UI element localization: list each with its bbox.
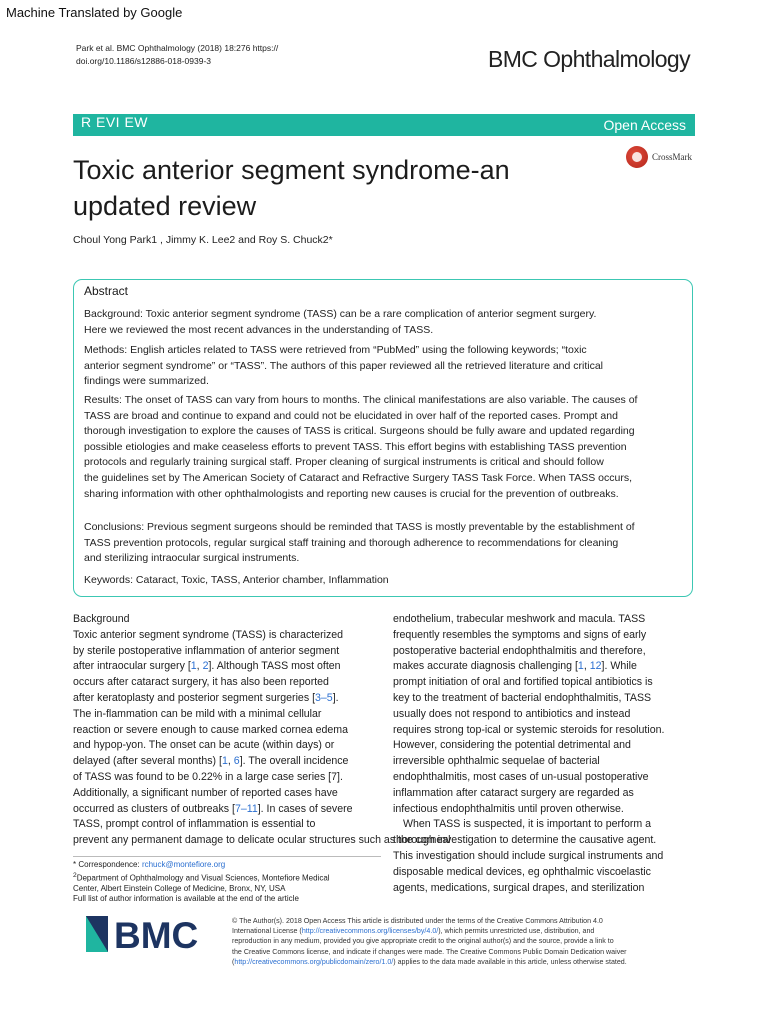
body-text: This investigation should include surgical instruments and <box>393 849 664 862</box>
body-text-line <box>393 881 693 897</box>
body-text-line <box>73 691 385 707</box>
body-text: endothelium, trabecular meshwork and macula. TASS <box>393 613 646 625</box>
body-text: TASS, prompt control of inflammation is essential to <box>73 818 316 831</box>
reference-link[interactable]: 6 <box>233 755 240 768</box>
license-text: ( <box>232 957 235 966</box>
abstract-background <box>84 307 684 338</box>
body-text: , <box>583 660 590 673</box>
body-text: postoperative bacterial endophthalmitis and therefore, <box>393 644 646 657</box>
citation-doi[interactable]: doi.org/10.1186/s12886-018-0939-3 <box>76 56 212 66</box>
body-text: endophthalmitis, most cases of un-usual postoperative <box>393 770 649 783</box>
journal-name: BMC Ophthalmology <box>488 46 690 72</box>
affiliation-text-2: Center, Albert Einstein College of Medicine, Bronx, NY, USA <box>73 883 286 893</box>
license-text: ) applies to the data made available in this article, unless otherwise stated. <box>393 957 627 966</box>
reference-link[interactable]: 1 <box>221 755 228 768</box>
body-text: after keratoplasty and posterior segment surgeries [ <box>73 691 316 704</box>
affiliation-text: Department of Ophthalmology and Visual Sciences, Montefiore Medical <box>76 873 330 883</box>
abstract-line: the guidelines set by The American Society of Cataract and Refractive Surgery TASS Task Force. When TASS occurs, <box>84 471 633 484</box>
body-text-line <box>393 723 693 739</box>
body-text: Additionally, a significant number of reported cases have <box>73 786 338 799</box>
abstract-line: TASS are broad and continue to expand and could not be elucidated in over half of the reported cases. Prompt and <box>84 409 618 422</box>
body-text: usually does not respond to antibiotics and instead <box>393 707 631 720</box>
abstract-line: Here we reviewed the most recent advances in the understanding of TASS. <box>84 323 434 336</box>
open-access-label: Open Access <box>603 117 686 133</box>
article-type-label: R EVI EW <box>81 114 149 130</box>
footnote-divider <box>73 856 381 857</box>
body-text-line <box>73 738 385 754</box>
right-column-text <box>393 612 693 896</box>
abstract-line: thorough investigation to explore the causes of TASS is critical. Surgeons should be fully aware and updated regarding <box>84 425 635 438</box>
bmc-logo-text: BMC <box>114 915 199 954</box>
body-text: prompt initiation of oral and fortified topical antibiotics is <box>393 676 653 689</box>
cc0-waiver-link[interactable]: http://creativecommons.org/publicdomain/zero/1.0/ <box>234 957 394 966</box>
reference-link[interactable]: 7–11 <box>234 802 258 815</box>
body-text: makes accurate diagnosis challenging [ <box>393 660 578 673</box>
body-text-line <box>393 628 693 644</box>
body-text: The in-flammation can be mild with a minimal cellular <box>73 707 322 720</box>
body-text: and hypop-yon. The onset can be acute (within days) or <box>73 739 335 752</box>
reference-link[interactable]: 3–5 <box>315 691 333 704</box>
body-text-line <box>73 628 385 644</box>
citation-block <box>76 42 278 68</box>
right-column <box>393 612 693 896</box>
body-text-line <box>73 833 451 849</box>
body-text: requires strong top-ical or systemic steroids for resolution. <box>393 723 665 736</box>
body-text: , <box>196 660 203 673</box>
body-text-line <box>393 833 693 849</box>
body-text: key to the treatment of bacterial endophthalmitis, TASS <box>393 691 652 704</box>
body-text-line <box>393 754 693 770</box>
crossmark-label: CrossMark <box>652 152 692 162</box>
body-text-line <box>393 786 693 802</box>
abstract-line: Methods: English articles related to TASS were retrieved from “PubMed” using the following keywords; “toxic <box>84 344 587 356</box>
body-text-line <box>73 802 385 818</box>
body-text: When TASS is suspected, it is important to perform a <box>403 818 652 831</box>
correspondence-email-link[interactable]: rchuck@montefiore.org <box>141 860 226 869</box>
body-text: occurs after cataract surgery, it has also been reported <box>73 676 329 689</box>
body-text: ]. <box>332 691 339 704</box>
license-line: © The Author(s). 2018 Open Access This article is distributed under the terms of the Creative Commons Attribution 4.0 <box>232 917 603 925</box>
body-text-line <box>393 675 693 691</box>
body-text: Toxic anterior segment syndrome (TASS) is characterized <box>73 628 344 641</box>
body-text: ]. In cases of severe <box>257 802 353 815</box>
article-title <box>73 152 603 224</box>
body-text: delayed (after several months) [ <box>73 755 222 768</box>
abstract-line: protocols and regularly training surgical staff. Proper cleaning of surgical instruments is critical and should follow <box>84 456 604 469</box>
body-text-line <box>393 770 693 786</box>
correspondence-label: * Correspondence: <box>73 860 142 869</box>
body-text: reaction or severe enough to cause marked cornea edema <box>73 723 349 736</box>
correspondence-line <box>73 860 330 871</box>
body-text: infectious endophthalmitis until proven otherwise. <box>393 802 624 815</box>
section-heading-background: Background <box>73 613 130 625</box>
machine-translated-banner: Machine Translated by Google <box>6 5 183 20</box>
license-line <box>232 926 692 936</box>
abstract-methods <box>84 343 684 390</box>
body-text: after intraocular surgery [ <box>73 660 191 673</box>
affiliation-marker: 2 <box>73 871 77 879</box>
body-text: prevent any permanent damage to delicate ocular structures such as the corneal <box>73 834 451 847</box>
body-text-line <box>73 754 385 770</box>
reference-link[interactable]: 12 <box>589 660 602 673</box>
abstract-line: Results: The onset of TASS can vary from hours to months. The clinical manifestations are also variable. The causes of <box>84 394 638 406</box>
abstract-line: TASS prevention protocols, regular surgical staff training and thorough adherence to recommendations for cleaning <box>84 536 619 549</box>
body-text: irreversible ophthalmic sequelae of bacterial <box>393 755 600 768</box>
body-text-line <box>73 675 385 691</box>
body-text: occurred as clusters of outbreaks [ <box>73 802 235 815</box>
body-text-line <box>73 707 385 723</box>
body-text: ]. While <box>601 660 637 673</box>
body-text: of TASS was found to be 0.22% in a large case series [7]. <box>73 770 343 783</box>
license-text: International License ( <box>232 927 302 936</box>
abstract-line: possible etiologies and make ceaseless efforts to prevent TASS. This effort begins with establishing TASS prevention <box>84 440 627 453</box>
abstract-line: Background: Toxic anterior segment syndrome (TASS) can be a rare complication of anterior segment surgery. <box>84 308 597 320</box>
abstract-line: sharing information with other ophthalmologists and reporting new causes is crucial for the prevention of outbreaks. <box>84 487 619 500</box>
reference-link[interactable]: 2 <box>202 660 209 673</box>
body-text-line <box>73 770 385 786</box>
author-info-note: Full list of author information is available at the end of the article <box>73 894 299 904</box>
license-line <box>232 957 692 967</box>
left-column <box>73 612 451 849</box>
reference-link[interactable]: 1 <box>577 660 584 673</box>
body-text-line <box>73 659 385 675</box>
body-text: frequently resembles the symptoms and signs of early <box>393 628 647 641</box>
cc-by-license-link[interactable]: http://creativecommons.org/licenses/by/4.0/ <box>301 927 439 936</box>
body-text: ]. Although TASS most often <box>208 660 341 673</box>
body-text: agents, medications, surgical drapes, and sterilization <box>393 881 645 894</box>
citation-line-1: Park et al. BMC Ophthalmology (2018) 18:276 https:// <box>76 43 279 53</box>
body-text-line <box>393 849 693 865</box>
body-text-line <box>393 612 693 628</box>
reference-link[interactable]: 1 <box>190 660 197 673</box>
body-text: disposable medical devices, eg ophthalmic viscoelastic <box>393 865 651 878</box>
body-text-line <box>393 738 693 754</box>
body-text-line <box>393 865 693 881</box>
body-text-line <box>393 691 693 707</box>
title-line-2: updated review <box>73 191 257 221</box>
body-text-line <box>393 644 693 660</box>
body-text: inflammation after cataract surgery are regarded as <box>393 786 634 799</box>
title-line-1: Toxic anterior segment syndrome-an <box>73 155 510 185</box>
body-text: , <box>227 755 234 768</box>
article-type-bar <box>73 114 695 136</box>
license-statement <box>232 916 692 967</box>
abstract-line: and sterilizing intraocular surgical instruments. <box>84 552 300 565</box>
license-text: ), which permits unrestricted use, distribution, and <box>438 927 595 936</box>
abstract-line: Conclusions: Previous segment surgeons should be reminded that TASS is mostly preventable by the establishment of <box>84 521 635 533</box>
body-text: However, considering the potential detrimental and <box>393 739 631 752</box>
left-column-text <box>73 628 451 849</box>
body-text: ]. The overall incidence <box>239 755 349 768</box>
license-line: the Creative Commons license, and indicate if changes were made. The Creative Commons Public Domain Dedication waiver <box>232 947 627 956</box>
abstract-conclusions <box>84 520 684 567</box>
abstract-box <box>73 279 693 597</box>
abstract-results <box>84 393 684 502</box>
body-text-line <box>73 723 385 739</box>
footnote <box>73 860 330 905</box>
affiliation-line <box>73 871 330 884</box>
license-line: reproduction in any medium, provided you give appropriate credit to the original author(s) and the source, provide a link to <box>232 937 614 946</box>
body-text-line <box>73 644 385 660</box>
body-text-line <box>73 786 385 802</box>
author-list: Choul Yong Park1 , Jimmy K. Lee2 and Roy S. Chuck2* <box>73 234 333 246</box>
abstract-heading: Abstract <box>84 284 129 298</box>
body-text-line <box>73 817 385 833</box>
abstract-line: anterior segment syndrome” or “TASS”. The authors of this paper reviewed all the retrieved literature and critical <box>84 359 604 372</box>
body-text-line <box>393 817 693 833</box>
abstract-line: findings were summarized. <box>84 375 209 388</box>
crossmark-icon <box>626 146 648 168</box>
body-text: thorough investigation to determine the causative agent. <box>393 834 657 847</box>
body-text-line <box>393 802 693 818</box>
body-text-line <box>393 659 693 675</box>
body-text: by sterile postoperative inflammation of anterior segment <box>73 644 340 657</box>
bmc-logo <box>86 912 218 954</box>
body-text-line <box>393 707 693 723</box>
abstract-keywords: Keywords: Cataract, Toxic, TASS, Anterior chamber, Inflammation <box>84 574 389 586</box>
